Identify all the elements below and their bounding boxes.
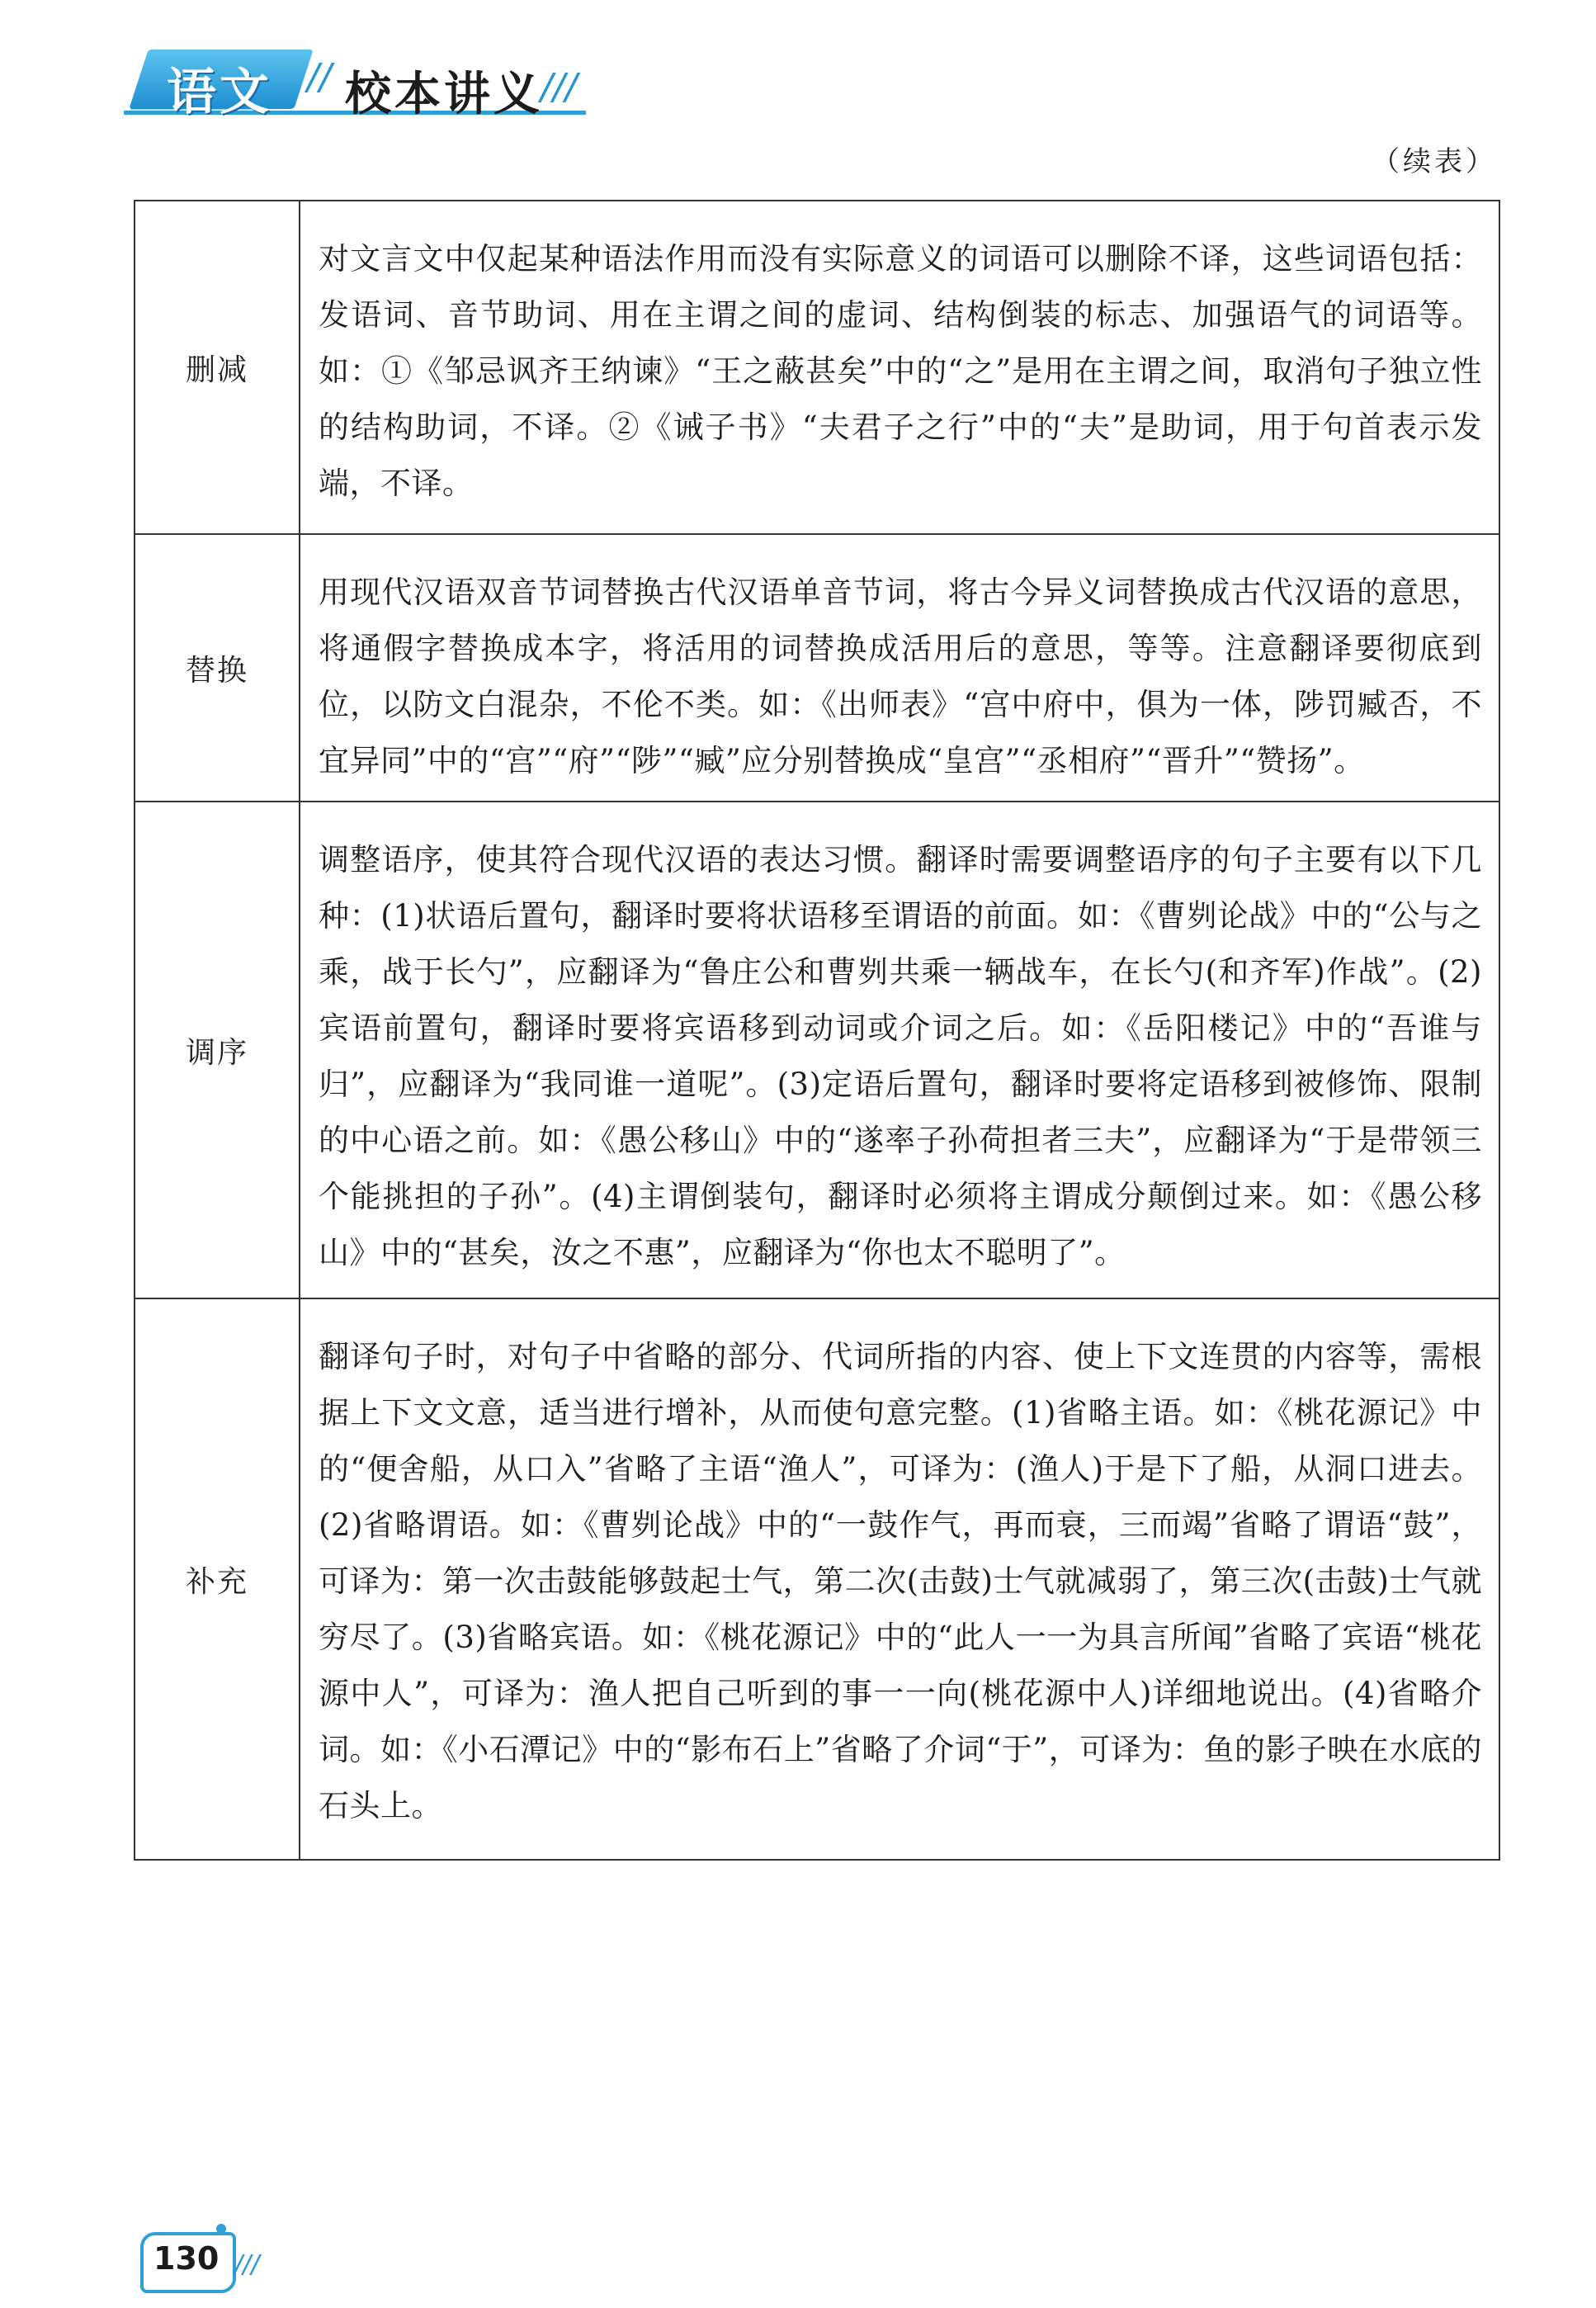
row-label: 删减 — [135, 201, 300, 533]
slash-decoration-icon: // — [307, 56, 332, 98]
table-row — [135, 201, 1499, 533]
table-row — [135, 533, 1499, 801]
row-content: 调整语序，使其符合现代汉语的表达习惯。翻译时需要调整语序的句子主要有以下几种：(1)状语后置句，翻译时要将状语移至谓语的前面。如：《曹刿论战》中的“公与之乘，战于长勺”，应翻译为“鲁庄公和曹刿共乘一辆战车，在长勺(和齐军)作战”。(2)宾语前置句，翻译时要将宾语移到动词或介词之后。如：《岳阳楼记》中的“吾谁与归”，应翻译为“我同谁一道呢”。(3)定语后置句，翻译时要将定语移到被修饰、限制的中心语之前。如：《愚公移山》中的“遂率子孙荷担者三夫”，应翻译为“于是带领三个能挑担的子孙”。(4)主谓倒装句，翻译时必须将主谓成分颠倒过来。如：《愚公移山》中的“甚矣，汝之不惠”，应翻译为“你也太不聪明了”。 — [319, 842, 1482, 1270]
row-content: 对文言文中仅起某种语法作用而没有实际意义的词语可以删除不译，这些词语包括：发语词、音节助词、用在主谓之间的虚词、结构倒装的标志、加强语气的词语等。如：①《邹忌讽齐王纳谏》“王之蔽甚矣”中的“之”是用在主谓之间，取消句子独立性的结构助词，不译。②《诫子书》“夫君子之行”中的“夫”是助词，用于句首表示发端，不译。 — [319, 241, 1482, 501]
slash-decoration-icon: /// — [234, 2250, 260, 2279]
table-row — [135, 1298, 1499, 1859]
badge-dot-icon — [216, 2224, 226, 2234]
row-label: 替换 — [135, 535, 300, 801]
page-number: 130 — [153, 2240, 220, 2277]
row-content: 用现代汉语双音节词替换古代汉语单音节词，将古今异义词替换成古代汉语的意思，将通假字替换成本字，将活用的词替换成活用后的意思，等等。注意翻译要彻底到位，以防文白混杂，不伦不类。如：《出师表》“宫中府中，俱为一体，陟罚臧否，不宜异同”中的“宫”“府”“陟”“臧”应分别替换成“皇宫”“丞相府”“晋升”“赞扬”。 — [319, 575, 1482, 778]
page-header — [124, 41, 594, 132]
row-label: 补充 — [135, 1299, 300, 1859]
row-label: 调序 — [135, 802, 300, 1298]
method-table — [134, 200, 1500, 1861]
row-content: 翻译句子时，对句子中省略的部分、代词所指的内容、使上下文连贯的内容等，需根据上下文文意，适当进行增补，从而使句意完整。(1)省略主语。如：《桃花源记》中的“便舍船，从口入”省略了主语“渔人”，可译为：(渔人)于是下了船，从洞口进去。(2)省略谓语。如：《曹刿论战》中的“一鼓作气，再而衰，三而竭”省略了谓语“鼓”，可译为：第一次击鼓能够鼓起士气，第二次(击鼓)士气就减弱了，第三次(击鼓)士气就穷尽了。(3)省略宾语。如：《桃花源记》中的“此人一一为具言所闻”省略了宾语“桃花源中人”，可译为：渔人把自己听到的事一一向(桃花源中人)详细地说出。(4)省略介词。如：《小石潭记》中的“影布石上”省略了介词“于”，可译为：鱼的影子映在水底的石头上。 — [319, 1339, 1482, 1823]
page-footer — [134, 2229, 266, 2295]
continued-label: （续表） — [1372, 145, 1497, 178]
table-row — [135, 801, 1499, 1298]
book-title: 校本讲义 — [345, 68, 543, 121]
slash-decoration-icon: /// — [541, 66, 578, 108]
subject-label: 语文 — [167, 64, 272, 121]
